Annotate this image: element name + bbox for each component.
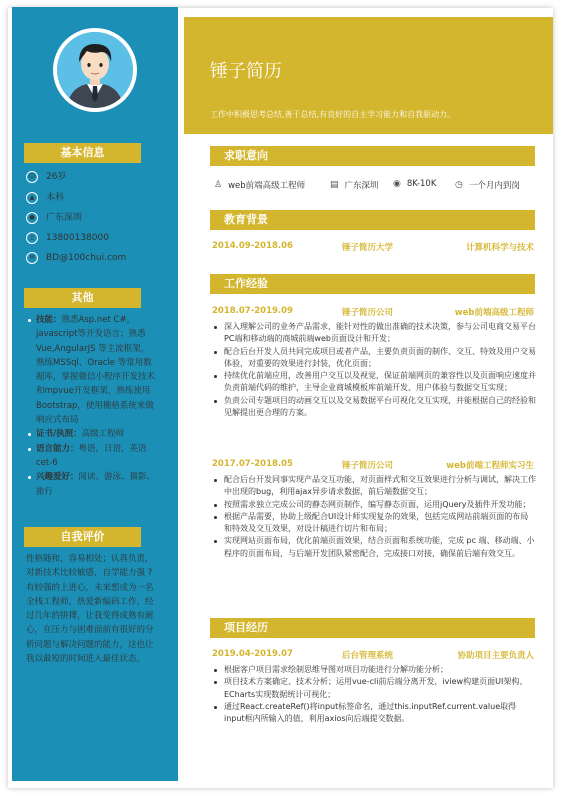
intent-job [214,179,305,191]
contact-location [26,211,82,225]
list-item: 实现网站页面布局，优化前端页面效果，结合页面和系统功能，完成 pc 端、移动端、小程序的页面布局，与后端开发团队紧密配合，完成接口对接，确保前后端有效交互。 [210,535,536,560]
other-cert-label: 证书/执照： [36,429,82,440]
other-language-label: 语言能力： [36,443,79,454]
age-icon: ☺ [26,171,38,183]
contact-email [26,251,126,265]
intent-arrival [455,179,520,191]
resume-tagline: 工作中积极思考总结,善于总结,有良好的自主学习能力和自我驱动力。 [210,110,456,119]
job-2-role: web前端工程师实习生 [446,461,534,471]
contact-education [26,191,64,205]
contact-education-text: 本科 [46,193,65,203]
education-period: 2014.09-2018.06 [212,241,293,251]
list-item: 根据产品需要，协助上级配合UI设计师实现复杂的效果，包括完成网站前端页面的布局和特效及交互效果，对设计稿进行切片和布局； [210,511,536,536]
contact-phone [26,231,109,245]
other-heading: 其他 [24,288,141,308]
job-1-role: web前端高级工程师 [454,308,534,318]
list-item: 持续优化前端应用，改善用户交互以及视觉，保证前端网页的兼容性以及页面响应速度并负责前端代码的维护，主导企业商城模板库前端开发、用户体验与数据交互实现； [210,370,536,395]
project-1-period: 2019.04-2019.07 [212,649,293,659]
list-item [28,442,156,471]
job-1-company: 锤子简历公司 [342,308,394,318]
education-major: 计算机科学与技术 [465,243,534,253]
avatar-image [57,32,133,108]
intent-salary-text: 8K-10K [406,179,437,189]
job-2-duties [210,474,536,560]
work-heading: 工作经验 [210,274,535,294]
self-eval-text: 性格随和，容易相处；认真负责，对新技术比较敏感，自学能力强 ?有较强的上进心，未来想成为一名全栈工程师，热爱新编码工作，经过几年的拼搏，让我变得成熟有耐心，在压力与困难面前有很好的分析问题与解决问题的能力，这也让我以最短的时间进入最佳状态。 [26,554,154,665]
intent-job-text: web前端高级工程师 [228,181,306,191]
job-2-company: 锤子简历公司 [342,461,394,471]
header-banner [184,17,553,134]
other-language-text: 粤语，日语，英语cet-6 [36,443,147,468]
intent-city-text: 广东深圳 [344,181,379,191]
list-item: 按照需求独立完成公司的静态网页制作，编写静态页面，运用jQuery及插件开发功能； [210,499,536,511]
contact-age-text: 26岁 [46,172,67,182]
other-cert-text: 高级工程师 [81,429,125,440]
avatar [53,28,137,112]
salary-icon: ◉ [393,179,401,189]
list-item: 配合后台开发人员共同完成项目或者产品，主要负责页面的制作、交互、特效及用户交易体验，对重要的效果进行封装，优化页面； [210,346,536,371]
job-1-duties [210,321,536,419]
self-eval-heading: 自我评价 [24,527,141,547]
list-item: 通过React.createRef()将input标签命名，通过this.inputRef.current.value取得input框内所输入的值，利用axios向后端提交数据。 [210,701,536,726]
list-item: 根据客户项目需求绘制思维导图对项目功能进行分解功能分析； [210,664,536,676]
location-icon: ● [26,212,38,224]
other-skills-text: 熟悉Asp.net C#，javascript等开发语言；熟悉Vue,AngularJS 等主流框架，熟练MSSql、Oracle 等常用数据库，掌握微信小程序开发技术和mpvue开发框架，熟练使用Bootstrap，使用栅格系统来做响应式布局 [36,315,156,426]
city-icon: ▤ [330,180,339,190]
job-1-period: 2018.07-2019.09 [212,306,293,316]
list-item: 项目技术方案确定、技术分析；运用vue-cli前后端分离开发，iview构建页面UI架构、ECharts实现数据统计可视化； [210,676,536,701]
resume-name: 锤子简历 [210,61,282,82]
other-hobby-text: 阅读、游泳、摄影、旅行 [36,472,156,497]
intent-heading: 求职意向 [210,146,535,166]
contact-phone-text: 13800138000 [46,233,109,243]
job-icon: ♙ [214,180,223,190]
project-1-name: 后台管理系统 [342,651,394,661]
projects-heading: 项目经历 [210,618,535,638]
other-hobby-label: 兴趣爱好： [36,472,79,483]
education-heading: 教育背景 [210,210,535,230]
basic-info-heading: 基本信息 [24,143,141,163]
intent-arrival-text: 一个月内到岗 [468,181,520,191]
list-item: 深入理解公司的业务产品需求，能针对性的做出准确的技术决策，参与公司电商交易平台PC端和移动端的商城前端web页面设计和开发； [210,321,536,346]
list-item [28,427,156,441]
job-2-period: 2017.07-2018.05 [212,459,293,469]
person-icon [57,32,133,108]
list-item [28,470,156,499]
other-skills-label: 技能： [36,315,62,325]
clock-icon: ◷ [455,180,463,190]
list-item: 负责公司专题项目的动画交互以及交易数据平台可视化交互实现，并能根据自己的经验和见解提出更合理的方案。 [210,395,536,420]
phone-icon: ▯ [26,232,38,244]
list-item: 配合后台开发同事实现产品交互功能，对页面样式和交互效果进行分析与调试，解决工作中出现的bug，利用ajax异步请求数据，前后端数据交互； [210,474,536,499]
intent-city [330,179,379,191]
project-1-details [210,664,536,725]
contact-location-text: 广东深圳 [46,213,83,223]
contact-age [26,170,66,184]
contact-email-text: BD@100chui.com [46,253,127,263]
education-school: 锤子简历大学 [342,243,394,253]
education-icon: ▲ [26,192,38,204]
project-1-role: 协助项目主要负责人 [457,651,534,661]
list-item [28,313,156,427]
other-list [28,313,156,499]
email-icon: ✉ [26,252,38,264]
intent-salary [393,179,436,189]
